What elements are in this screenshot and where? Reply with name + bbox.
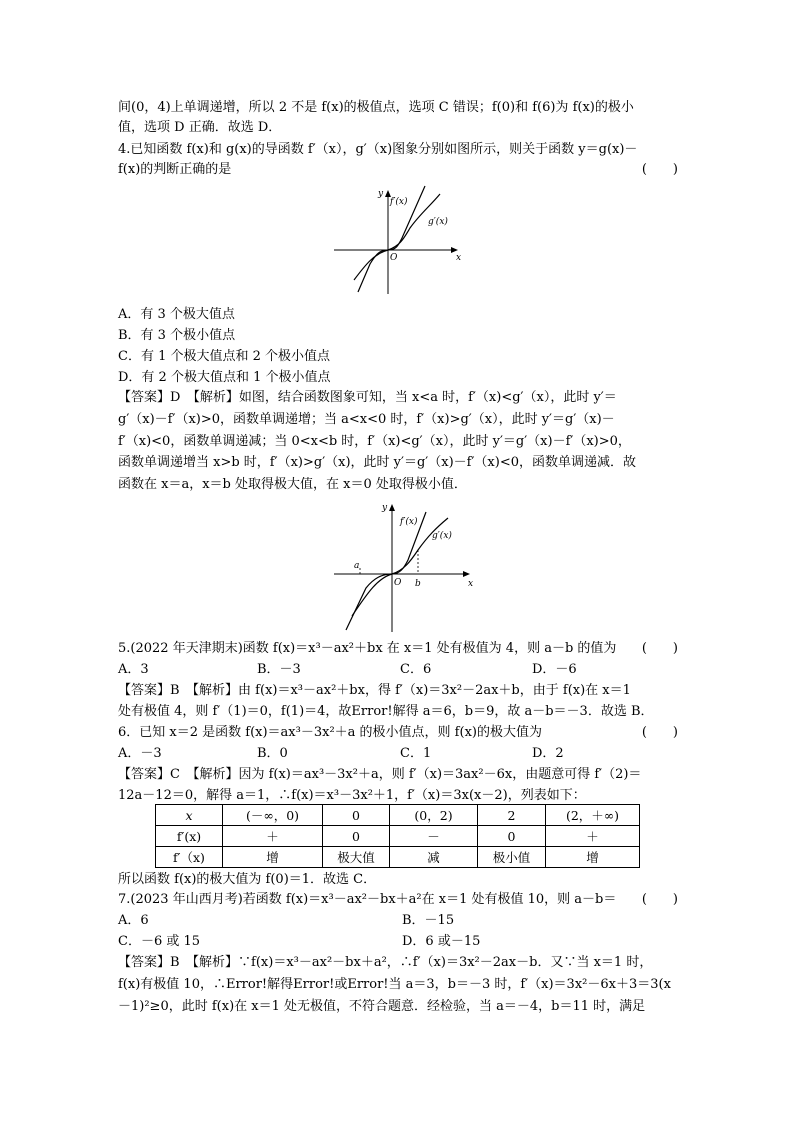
- option-c: C．－6 或 15: [118, 934, 201, 949]
- label-origin: O: [390, 253, 398, 263]
- answer-6-line: 【答案】C 【解析】因为 f(x)＝ax³－3x²＋a，则 f′（x)＝3ax²－6x，由题意可得 f′（2)＝: [118, 767, 642, 782]
- table-cell: (－∞，0): [223, 805, 323, 826]
- question-5-stem: 5.(2022 年天津期末)函数 f(x)＝x³－ax²＋bx 在 x＝1 处有极值为 4，则 a－b 的值为: [118, 641, 617, 656]
- table-row: [156, 847, 640, 868]
- question-7-text: [118, 890, 678, 910]
- answer-5-line: 处有极值 4，则 f′（1)＝0，f(1)＝4，故Error!解得 a＝6，b＝9，故 a－b＝－3．故选 B．: [118, 704, 654, 719]
- question-7-options-row2: [118, 932, 678, 952]
- answer-bracket: ( ): [641, 162, 678, 177]
- table-cell: ＋: [223, 826, 323, 847]
- answer-4-line: f′（x)<0，函数单调递减；当 0<x<b 时，f′（x)<g′（x），此时 y′＝g′（x)－f′（x)>0，: [118, 434, 631, 449]
- label-x: x: [456, 253, 462, 263]
- option-a: A．6: [118, 913, 149, 928]
- table-cell: ＋: [546, 826, 640, 847]
- question-7-stem: 7.(2023 年山西月考)若函数 f(x)＝x³－ax²－bx＋a²在 x＝1 处有极值 10，则 a－b＝: [118, 892, 617, 907]
- answer-bracket: ( ): [641, 641, 678, 656]
- figure-1-graph: [330, 184, 470, 296]
- option-d: D．－6: [532, 662, 577, 677]
- answer-4-line: 函数单调递增当 x>b 时，f′（x)>g′（x)，此时 y′＝g′（x)－f′（x)<0，函数单调递减．故: [118, 455, 636, 470]
- option-b: B．－3: [257, 662, 301, 677]
- answer-4-line: g′（x)－f′（x)>0，函数单调递增；当 a<x<0 时，f′（x)>g′（x），此时 y′＝g′（x)－: [118, 412, 615, 427]
- table-cell: 0: [323, 805, 390, 826]
- option-a: A．有 3 个极大值点: [118, 307, 235, 322]
- y-axis-arrow: [389, 504, 395, 511]
- table-cell: 0: [323, 826, 390, 847]
- label-y: y: [378, 189, 384, 199]
- option-a: A．－3: [118, 746, 162, 761]
- option-b: B．－15: [402, 913, 455, 928]
- sign-table: [155, 804, 640, 868]
- answer-7-line: －1)²≥0，此时 f(x)在 x＝1 处无极值，不符合题意．经检验，当 a＝－4，b＝11 时，满足: [118, 999, 646, 1014]
- option-c: C．有 1 个极大值点和 2 个极小值点: [118, 349, 331, 364]
- table-cell: 0: [478, 826, 546, 847]
- table-cell: (2，＋∞): [546, 805, 640, 826]
- figure-2-graph: [330, 498, 480, 636]
- question-4-text: 4.已知函数 f(x)和 g(x)的导函数 f′（x），g′（x)图象分别如图所示，则关于函数 y＝g(x)－: [118, 142, 638, 157]
- label-f-prime: f′(x): [390, 197, 408, 207]
- question-6-options: [118, 744, 678, 764]
- label-f-prime: f′(x): [400, 517, 418, 527]
- label-origin: O: [394, 578, 402, 588]
- option-c: C．6: [400, 662, 432, 677]
- question-7-options-row1: [118, 911, 678, 931]
- label-g-prime: g′(x): [432, 531, 452, 541]
- x-axis-arrow: [463, 571, 470, 577]
- table-cell: (0，2): [390, 805, 478, 826]
- table-cell: f′（x): [156, 847, 223, 868]
- answer-bracket: ( ): [641, 892, 678, 907]
- answer-7-line: 【答案】B 【解析】∵f(x)＝x³－ax²－bx＋a²，∴f′（x)＝3x²－2ax－b．又∵当 x＝1 时，: [118, 955, 653, 970]
- table-cell: 2: [478, 805, 546, 826]
- option-d: D．6 或－15: [402, 934, 481, 949]
- option-b: B．有 3 个极小值点: [118, 328, 236, 343]
- label-b: b: [415, 579, 421, 589]
- table-cell: 减: [390, 847, 478, 868]
- answer-4-line: 函数在 x＝a，x＝b 处取得极大值，在 x＝0 处取得极小值．: [118, 477, 467, 492]
- paragraph-line: 值，选项 D 正确．故选 D．: [118, 120, 282, 135]
- table-row: [156, 805, 640, 826]
- question-6-stem: 6．已知 x＝2 是函数 f(x)＝ax³－3x²＋a 的极小值点，则 f(x)的极大值为: [118, 725, 542, 740]
- question-5-text: [118, 639, 678, 659]
- paragraph-line: 间(0，4)上单调递增，所以 2 不是 f(x)的极值点，选项 C 错误；f(0)和 f(6)为 f(x)的极小: [118, 100, 634, 115]
- option-c: C．1: [400, 746, 432, 761]
- answer-7-line: f(x)有极值 10，∴Error!解得Error!或Error!当 a＝3，b＝－3 时，f′（x)＝3x²－6x＋3＝3(x: [118, 977, 671, 992]
- option-a: A．3: [118, 662, 149, 677]
- table-cell: －: [390, 826, 478, 847]
- curve-f-prime: [346, 512, 426, 630]
- option-d: D．2: [532, 746, 564, 761]
- option-d: D．有 2 个极大值点和 1 个极小值点: [118, 370, 331, 385]
- label-x: x: [468, 579, 474, 589]
- answer-6-line: 12a－12＝0，解得 a＝1，∴f(x)＝x³－3x²＋1，f′（x)＝3x(x－2)，列表如下：: [118, 788, 586, 803]
- answer-6-line: 所以函数 f(x)的极大值为 f(0)＝1．故选 C．: [118, 872, 377, 887]
- table-cell: 增: [223, 847, 323, 868]
- question-4-text-line: [118, 160, 678, 180]
- answer-5-line: 【答案】B 【解析】由 f(x)＝x³－ax²＋bx，得 f′（x)＝3x²－2ax＋b，由于 f(x)在 x＝1: [118, 683, 631, 698]
- y-axis-arrow: [385, 190, 391, 197]
- label-y: y: [382, 503, 388, 513]
- label-g-prime: g′(x): [428, 217, 448, 227]
- question-5-options: [118, 660, 678, 680]
- question-6-text: [118, 723, 678, 743]
- table-row: [156, 826, 640, 847]
- option-b: B．0: [257, 746, 288, 761]
- table-cell: x: [156, 805, 223, 826]
- table-cell: 极小值: [478, 847, 546, 868]
- answer-bracket: ( ): [641, 725, 678, 740]
- table-cell: 增: [546, 847, 640, 868]
- table-cell: 极大值: [323, 847, 390, 868]
- question-4-stem-end: f(x)的判断正确的是: [118, 162, 232, 177]
- label-a: a: [354, 561, 360, 571]
- table-cell: f′(x): [156, 826, 223, 847]
- answer-4-line: 【答案】D 【解析】如图，结合函数图象可知，当 x<a 时，f′（x)<g′（x），此时 y′＝: [118, 390, 617, 405]
